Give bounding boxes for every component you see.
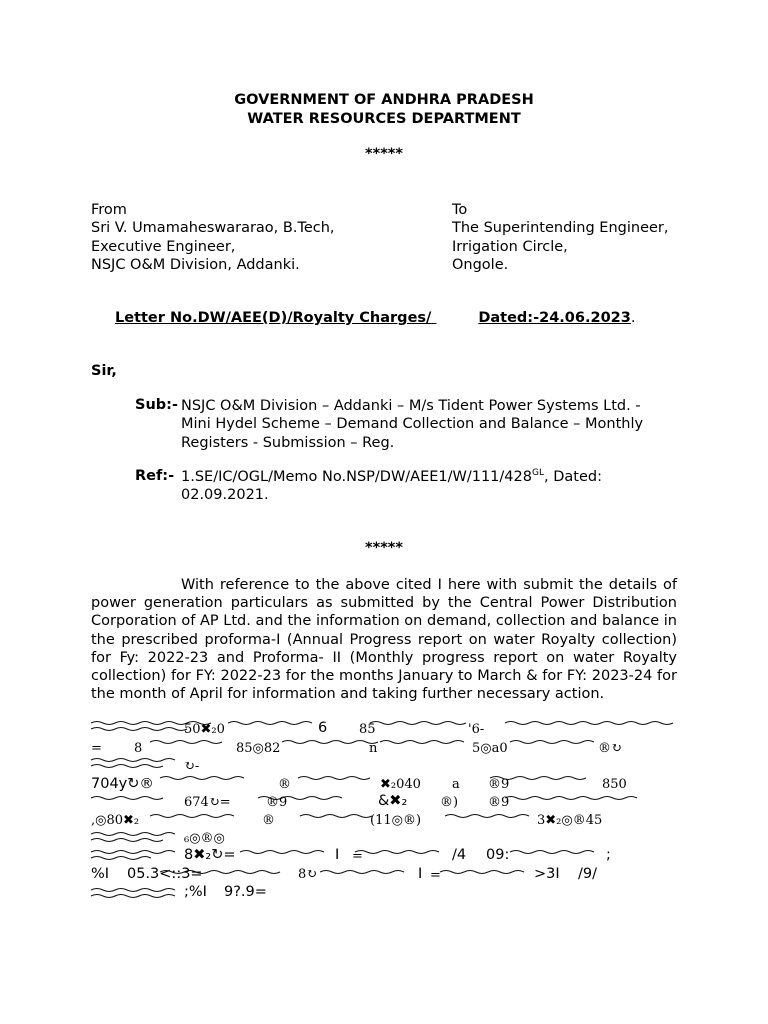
to-line-1: The Superintending Engineer, (452, 220, 669, 237)
reference-superscript: GL (531, 468, 544, 479)
department-heading: WATER RESOURCES DEPARTMENT (247, 111, 521, 127)
garbled-fragment: 5◎a0 (472, 741, 508, 756)
subject-line-2: Mini Hydel Scheme – Demand Collection and Balance – Monthly (181, 416, 644, 433)
garbled-fragment: ✖₂040 (380, 777, 421, 792)
to-line-3: Ongole. (452, 256, 509, 273)
garbled-fragment: /9/ (578, 866, 597, 882)
garbled-fragment: 9?.9= (224, 884, 267, 900)
garbled-fragment: '6- (468, 722, 485, 737)
garbled-fragment: 8✖₂↻= (184, 847, 236, 863)
garbled-fragment: ; (606, 847, 611, 863)
subject-label: Sub:- (135, 397, 178, 413)
garbled-fragment: 674↻= (184, 795, 231, 810)
letter-date-period: . (630, 310, 636, 326)
reference-line-2: 02.09.2021. (181, 487, 269, 504)
garbled-fragment: n (369, 741, 378, 756)
garbled-fragment: >3I (534, 866, 560, 882)
to-line-2: Irrigation Circle, (452, 238, 568, 255)
reference-dated-label: , Dated: (543, 469, 602, 485)
salutation: Sir, (91, 363, 117, 379)
garbled-fragment: /4 (452, 847, 467, 863)
reference-memo-number: 1.SE/IC/OGL/Memo No.NSP/DW/AEE1/W/111/428 (181, 469, 532, 485)
garbled-fragment: ↻- (184, 759, 200, 774)
from-line-3: NSJC O&M Division, Addanki. (91, 256, 300, 273)
from-line-1: Sri V. Umamaheswararao, B.Tech, (91, 220, 335, 237)
to-label: To (452, 202, 468, 218)
from-line-2: Executive Engineer, (91, 238, 236, 255)
letter-date: Dated:-24.06.2023 (478, 310, 631, 326)
garbled-fragment: a (452, 777, 460, 792)
garbled-fragment: 704y↻® (91, 776, 154, 792)
letter-number: Letter No.DW/AEE(D)/Royalty Charges/ (115, 310, 432, 326)
garbled-fragment: 6 (318, 720, 328, 736)
garbled-fragment: ,◎80✖₂ (91, 813, 140, 828)
garbled-fragment: I (335, 847, 340, 863)
garbled-fragment: ®) (440, 795, 459, 810)
garbled-fragment: 50✖₂0 (184, 722, 225, 737)
separator-stars-top: ***** (365, 146, 403, 162)
garbled-fragment: 8 (134, 741, 143, 756)
from-label: From (91, 202, 127, 218)
government-heading: GOVERNMENT OF ANDHRA PRADESH (234, 92, 534, 108)
garbled-fragment: = (430, 868, 441, 883)
garbled-fragment: (11◎®) (370, 813, 422, 828)
garbled-fragment: 3✖₂◎®45 (537, 813, 603, 828)
garbled-fragment: 8↻ (298, 867, 318, 882)
garbled-fragment: ®9 (266, 795, 288, 810)
garbled-fragment: 85 (359, 722, 376, 737)
garbled-fragment: ₆◎®◎ (184, 831, 225, 846)
subject-line-1: NSJC O&M Division – Addanki – M/s Tident Power Systems Ltd. - (181, 398, 641, 414)
separator-stars-mid: ***** (365, 540, 403, 556)
garbled-fragment: 850 (602, 777, 627, 792)
garbled-fragment: ®↻ (598, 741, 622, 756)
garbled-fragment: ;%I (184, 884, 207, 900)
garbled-fragment: &✖₂ (378, 793, 408, 809)
garbled-fragment: %I (91, 866, 110, 882)
garbled-fragment: ®9 (488, 795, 510, 810)
garbled-fragment: = (352, 849, 363, 864)
garbled-fragment: = (91, 741, 102, 756)
garbled-fragment: I (418, 866, 423, 882)
garbled-fragment: 09: (486, 847, 510, 863)
garbled-fragment: 85◎82 (236, 741, 281, 756)
garbled-fragment: ® (278, 777, 291, 792)
subject-line-3: Registers - Submission – Reg. (181, 434, 395, 451)
garbled-fragment: ®9 (488, 777, 510, 792)
garbled-fragment: 05.3<::3= (127, 866, 203, 882)
body-paragraph: With reference to the above cited I here with submit the details of power generation particulars as submitted by the Central Power Distribution Corporation of AP Ltd. and the information on demand, collection and balance in the prescribed proforma-I (Annual Progress report on water Royalty collection) for Fy: 2022-23 and Proforma- II (Monthly progress report on water Royalty collection) for FY: 2022-23 for the months January to March & for FY: 2023-24 for the month of April for information and taking further necessary action. (91, 577, 677, 703)
reference-label: Ref:- (135, 468, 175, 484)
garbled-fragment: ® (262, 813, 275, 828)
